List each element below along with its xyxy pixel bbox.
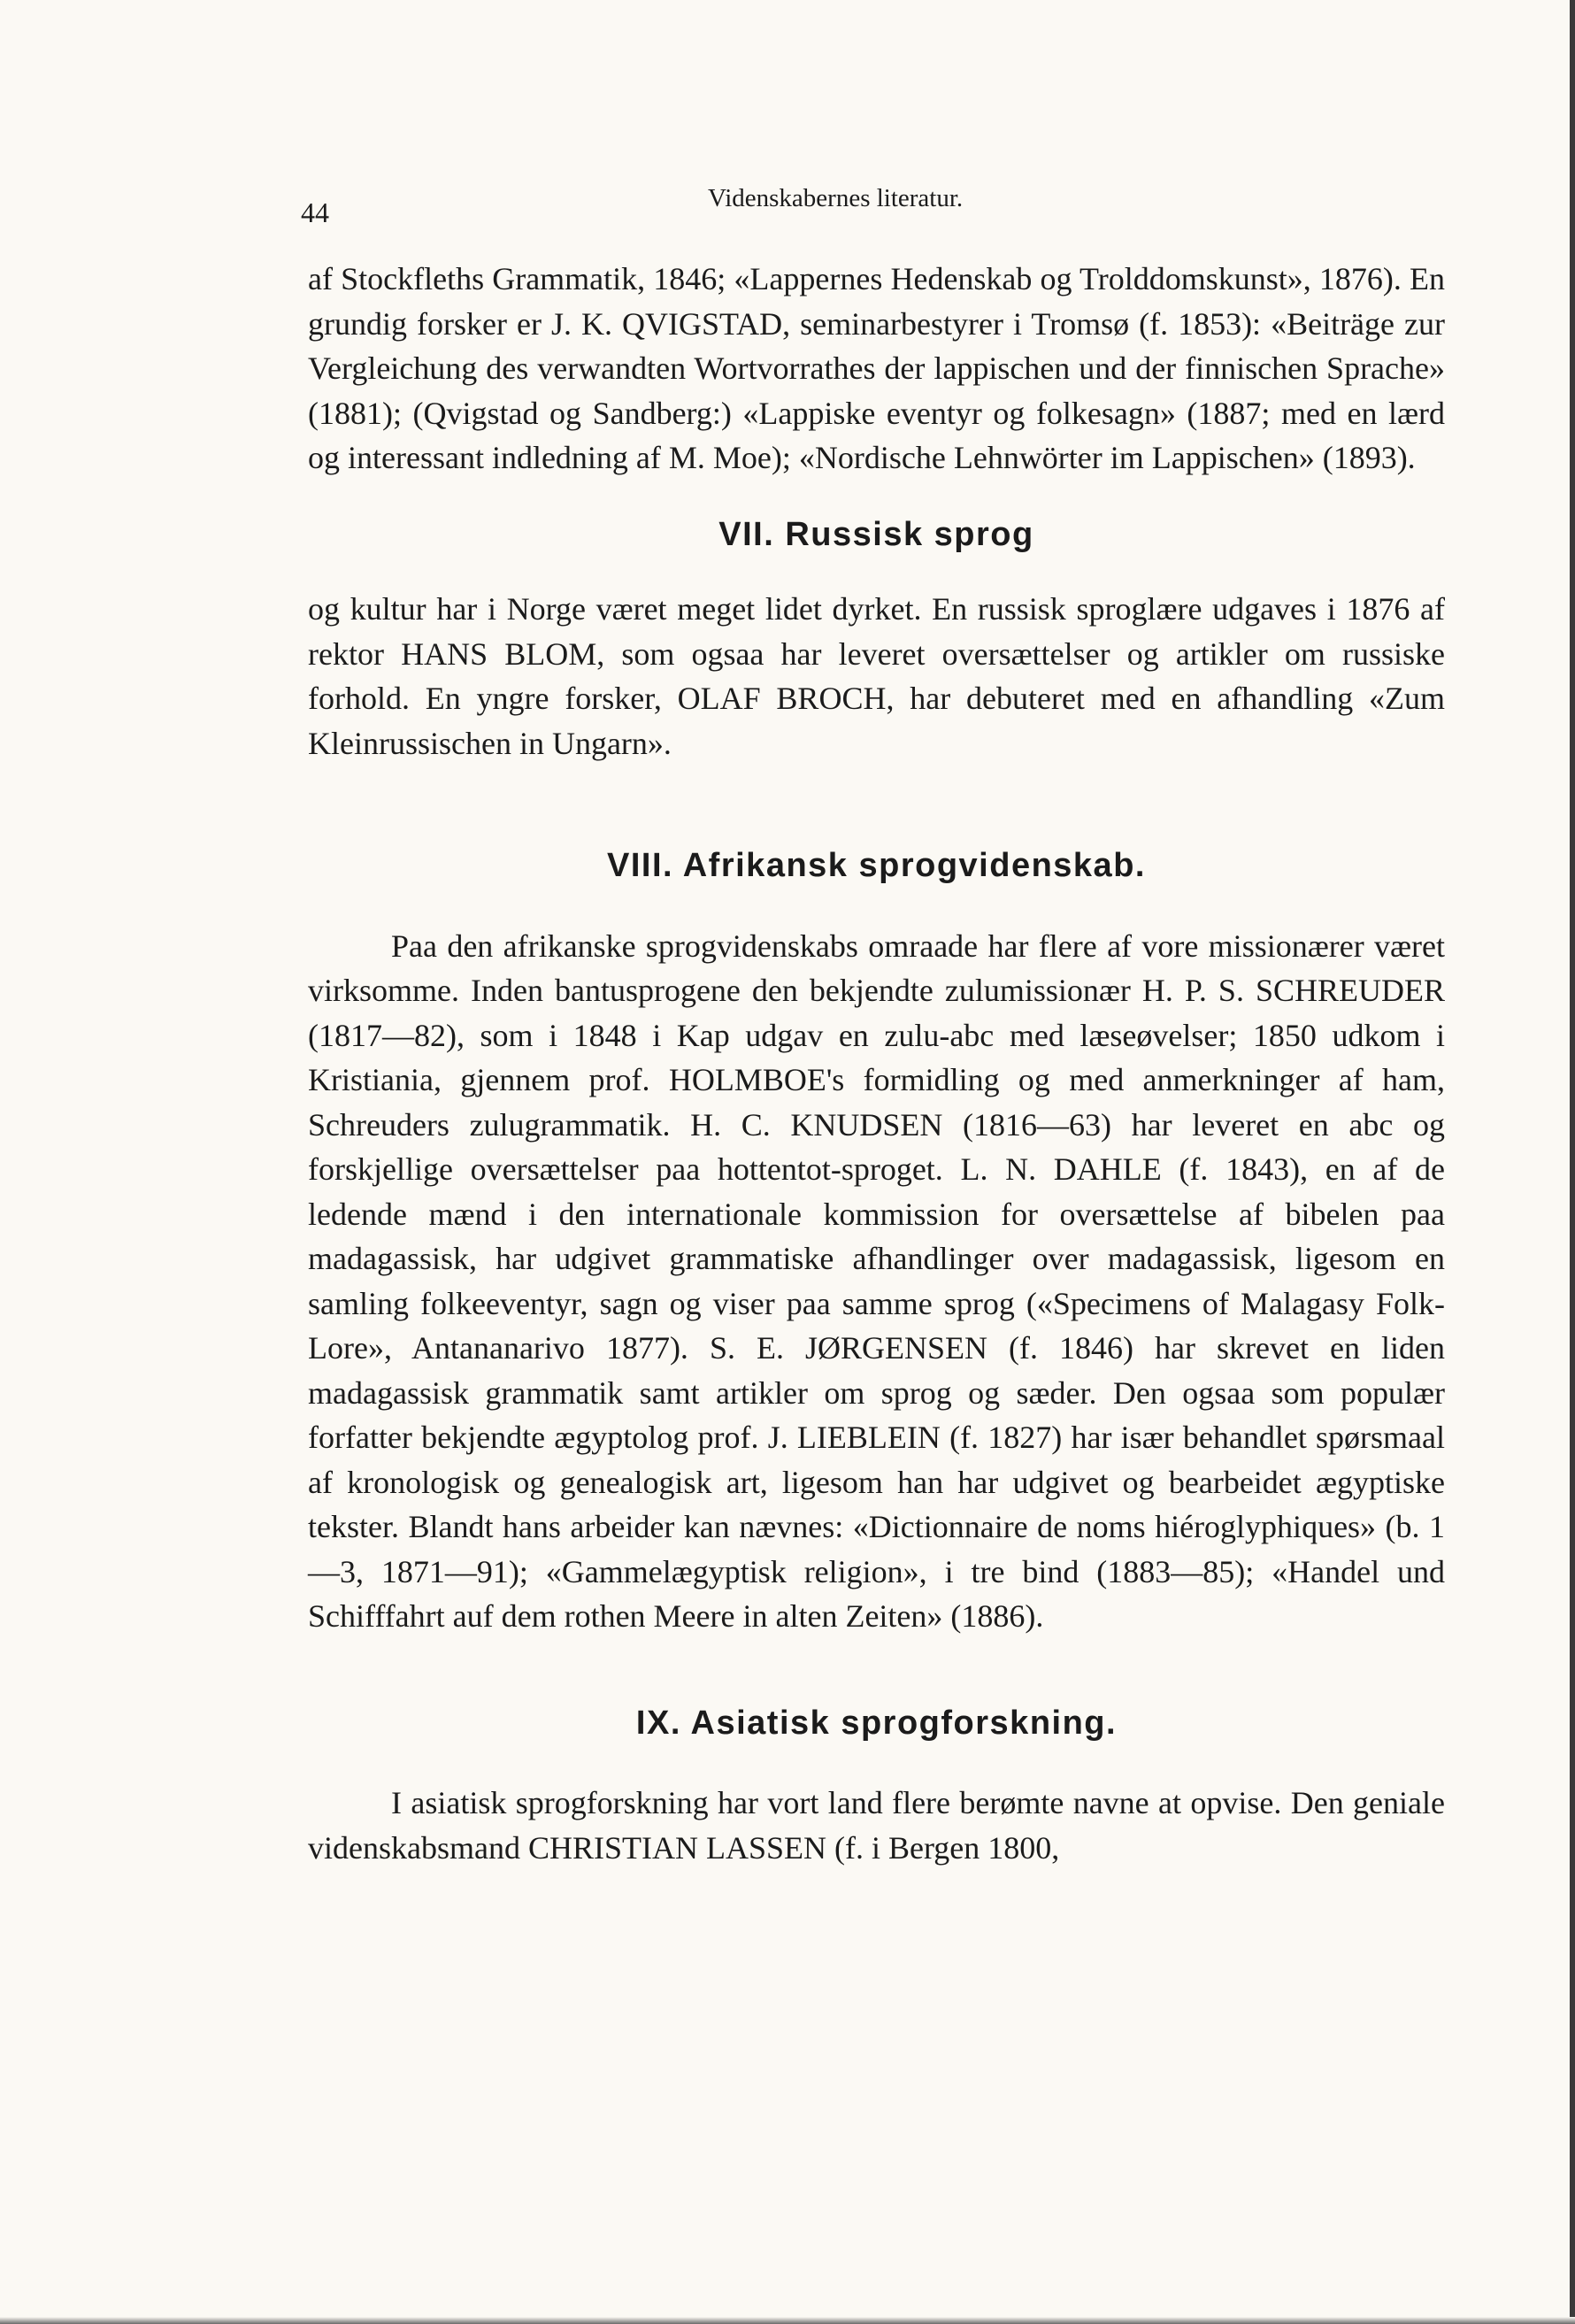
paragraph-asian: I asiatisk sprogforskning har vort land flere berømte navne at opvise. Den geniale videnskabsmand CHRISTIAN LASSEN (f. i Bergen 1800, [308, 1785, 1445, 1866]
section-heading-viii: VIII. Afrikansk sprogvidenskab. [607, 847, 1146, 884]
paragraph-lapp-studies: af Stockfleths Grammatik, 1846; «Lappernes Hedenskab og Trolddomskunst», 1876). En grundig forsker er J. K. QVIGSTAD, seminarbestyrer i Tromsø (f. 1853): «Beiträge zur Vergleichung des verwandten Wortvorrathes der lappischen und der finnischen Sprache» (1881); (Qvigstad og Sandberg:) «Lappiske eventyr og folkesagn» (1887; med en lærd og interessant indledning af M. Moe); «Nordische Lehnwörter im Lappischen» (1893). [308, 261, 1445, 475]
section-heading-ix: IX. Asiatisk sprogforskning. [635, 1704, 1118, 1742]
page-bottom-edge [0, 2317, 1575, 2324]
page-number: 44 [301, 196, 329, 228]
page-edge-shadow [1570, 0, 1575, 2324]
section-heading-vii: VII. Russisk sprog [718, 515, 1034, 553]
page-header [301, 177, 1451, 230]
page-body [308, 257, 1445, 1870]
paragraph-russian: og kultur har i Norge været meget lidet dyrket. En russisk sproglære udgaves i 1876 af rektor HANS BLOM, som ogsaa har leveret oversættelser og artikler om russiske forhold. En yngre forsker, OLAF BROCH, har debuteret med en afhandling «Zum Kleinrussischen in Ungarn». [308, 591, 1445, 761]
running-title: Videnskabernes literatur. [708, 184, 964, 212]
paragraph-african: Paa den afrikanske sprogvidenskabs omraade har flere af vore missionærer været virksomme. Inden bantusprogene den bekjendte zulumissionær H. P. S. SCHREUDER (1817—82), som i 1848 i Kap udgav en zulu-abc med læseøvelser; 1850 udkom i Kristiania, gjennem prof. HOLMBOE's formidling og med anmerkninger af ham, Schreuders zulugrammatik. H. C. KNUDSEN (1816—63) har leveret en abc og forskjellige oversættelser paa hottentot-sproget. L. N. DAHLE (f. 1843), en af de ledende mænd i den internationale kommission for oversættelse af bibelen paa madagassisk, har udgivet grammatiske afhandlinger over madagassisk, ligesom en samling folkeeventyr, sagn og viser paa samme sprog («Specimens of Malagasy Folk-Lore», Antananarivo 1877). S. E. JØRGENSEN (f. 1846) har skrevet en liden madagassisk grammatik samt artikler om sprog og sæder. Den ogsaa som populær forfatter bekjendte ægyptolog prof. J. LIEBLEIN (f. 1827) har især behandlet spørsmaal af kronologisk og genealogisk art, ligesom han har udgivet og bearbeidet ægyptiske tekster. Blandt hans arbeider kan nævnes: «Dictionnaire de noms hiéroglyphiques» (b. 1—3, 1871—91); «Gammelægyptisk religion», i tre bind (1883—85); «Handel und Schifffahrt auf dem rothen Meere in alten Zeiten» (1886). [308, 927, 1445, 1634]
